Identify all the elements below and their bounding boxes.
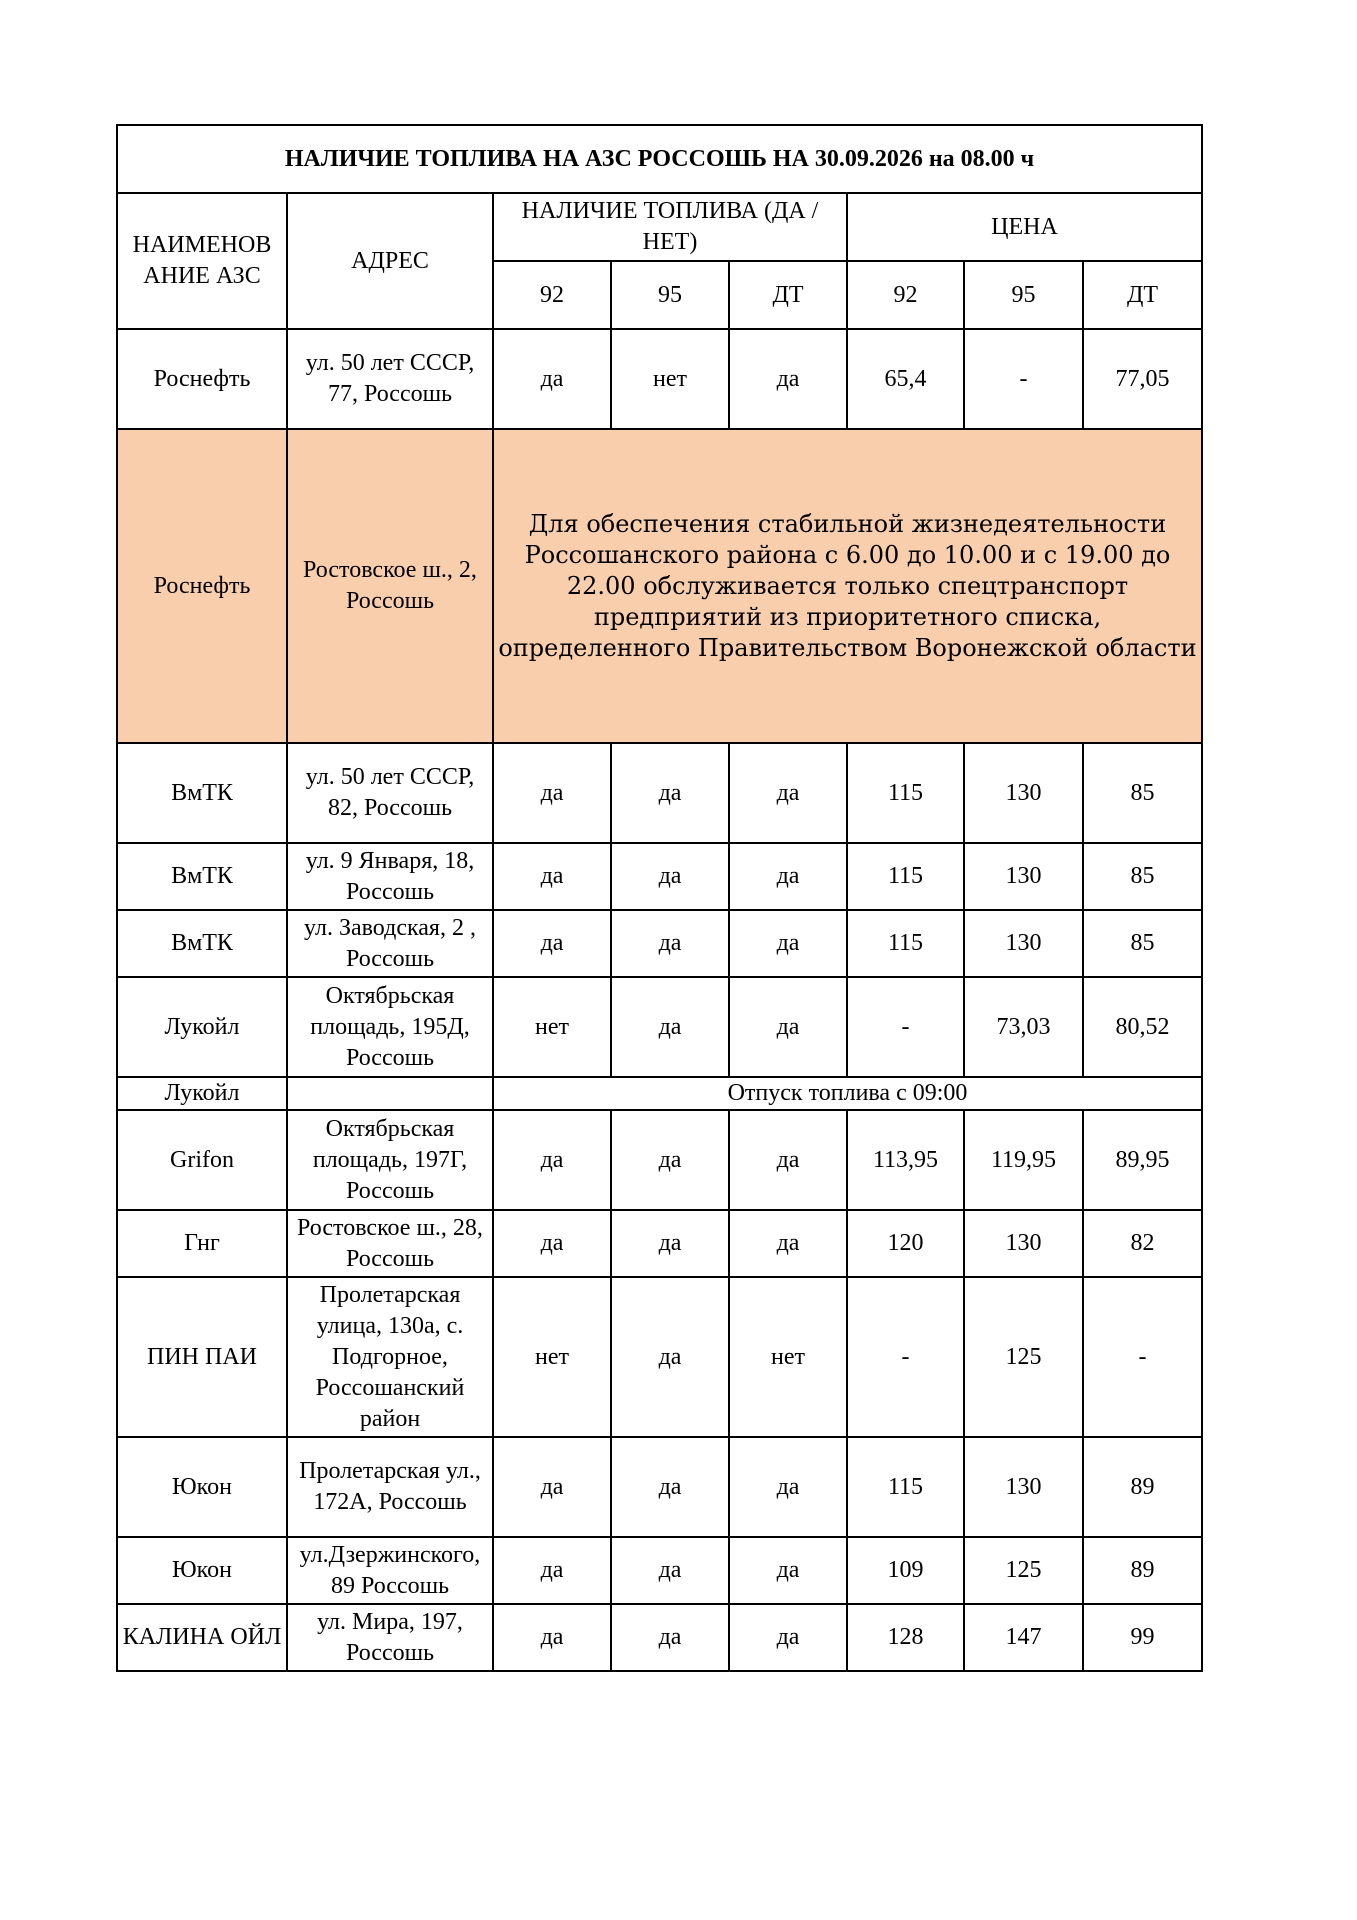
address-cell [287,1077,493,1110]
avail-95-cell: да [611,1277,729,1437]
avail-dt-cell: да [729,843,847,910]
avail-95-cell: да [611,1604,729,1671]
station-name-cell: ВмТК [117,843,287,910]
price-92-cell: 115 [847,910,964,977]
avail-95-cell: да [611,843,729,910]
price-dt-cell: 85 [1083,910,1202,977]
avail-95-cell: нет [611,329,729,429]
table-row [117,843,1202,910]
price-92-cell: 115 [847,843,964,910]
price-dt-cell: 77,05 [1083,329,1202,429]
price-92-cell: - [847,977,964,1077]
price-92-cell: 115 [847,1437,964,1537]
price-92-cell: - [847,1277,964,1437]
station-name-cell: Роснефть [117,429,287,743]
table-row [117,1437,1202,1537]
table-row [117,1210,1202,1277]
table-title: НАЛИЧИЕ ТОПЛИВА НА АЗС РОССОШЬ НА 30.09.2026 на 08.00 ч [117,125,1202,193]
avail-95-cell: да [611,1437,729,1537]
avail-92-cell: да [493,743,611,843]
station-name-cell: КАЛИНА ОЙЛ [117,1604,287,1671]
table-row [117,1604,1202,1671]
avail-dt-cell: да [729,1604,847,1671]
avail-dt-cell: да [729,743,847,843]
header-fuel-type: 95 [611,261,729,329]
table-row [117,429,1202,743]
table-row [117,743,1202,843]
price-95-cell: 130 [964,1210,1083,1277]
table-row [117,977,1202,1077]
header-fuel-type: 95 [964,261,1083,329]
price-dt-cell: 82 [1083,1210,1202,1277]
header-fuel-type: 92 [493,261,611,329]
address-cell: Пролетарская ул., 172А, Россошь [287,1437,493,1537]
header-fuel-type: ДТ [729,261,847,329]
address-cell: Пролетарская улица, 130а, с. Подгорное, Россошанский район [287,1277,493,1437]
price-95-cell: 119,95 [964,1110,1083,1210]
address-cell: Октябрьская площадь, 197Г, Россошь [287,1110,493,1210]
price-92-cell: 120 [847,1210,964,1277]
header-station-name: НАИМЕНОВ АНИЕ АЗС [117,193,287,329]
priority-notice-cell: Для обеспечения стабильной жизнедеятельности Россошанского района с 6.00 до 10.00 и с 19.00 до 22.00 обслуживается только спецтранспорт предприятий из приоритетного списка, определенного Правительством Воронежской области [493,429,1202,743]
station-name-cell: Grifon [117,1110,287,1210]
avail-95-cell: да [611,743,729,843]
price-dt-cell: 85 [1083,743,1202,843]
station-name-cell: Лукойл [117,977,287,1077]
avail-92-cell: да [493,1210,611,1277]
header-address: АДРЕС [287,193,493,329]
address-cell: ул. Мира, 197, Россошь [287,1604,493,1671]
address-cell: ул. 9 Января, 18, Россошь [287,843,493,910]
fuel-availability-table [116,124,1203,1672]
station-name-cell: ВмТК [117,910,287,977]
address-cell: Ростовское ш., 2, Россошь [287,429,493,743]
price-dt-cell: 80,52 [1083,977,1202,1077]
price-dt-cell: 85 [1083,843,1202,910]
address-cell: ул. 50 лет СССР, 82, Россошь [287,743,493,843]
avail-92-cell: нет [493,977,611,1077]
avail-95-cell: да [611,1537,729,1604]
price-95-cell: 130 [964,743,1083,843]
avail-dt-cell: да [729,977,847,1077]
avail-dt-cell: да [729,1437,847,1537]
table-row [117,1537,1202,1604]
avail-95-cell: да [611,1210,729,1277]
avail-dt-cell: да [729,1537,847,1604]
station-name-cell: Юкон [117,1437,287,1537]
station-name-cell: ВмТК [117,743,287,843]
avail-dt-cell: нет [729,1277,847,1437]
header-price: ЦЕНА [847,193,1202,261]
avail-92-cell: да [493,843,611,910]
avail-92-cell: да [493,910,611,977]
address-cell: ул. 50 лет СССР, 77, Россошь [287,329,493,429]
address-cell: Октябрьская площадь, 195Д, Россошь [287,977,493,1077]
avail-92-cell: да [493,1537,611,1604]
table-row [117,1110,1202,1210]
station-name-cell: Лукойл [117,1077,287,1110]
header-fuel-type: ДТ [1083,261,1202,329]
avail-dt-cell: да [729,1110,847,1210]
station-name-cell: Роснефть [117,329,287,429]
price-95-cell: 130 [964,910,1083,977]
price-dt-cell: 89,95 [1083,1110,1202,1210]
price-92-cell: 65,4 [847,329,964,429]
header-availability: НАЛИЧИЕ ТОПЛИВА (ДА / НЕТ) [493,193,847,261]
avail-92-cell: нет [493,1277,611,1437]
avail-92-cell: да [493,1110,611,1210]
avail-95-cell: да [611,977,729,1077]
header-fuel-type: 92 [847,261,964,329]
avail-dt-cell: да [729,910,847,977]
price-92-cell: 128 [847,1604,964,1671]
price-92-cell: 113,95 [847,1110,964,1210]
price-95-cell: 125 [964,1537,1083,1604]
price-92-cell: 115 [847,743,964,843]
price-95-cell: - [964,329,1083,429]
station-name-cell: Гнг [117,1210,287,1277]
avail-95-cell: да [611,1110,729,1210]
price-95-cell: 125 [964,1277,1083,1437]
price-dt-cell: - [1083,1277,1202,1437]
station-name-cell: ПИН ПАИ [117,1277,287,1437]
price-dt-cell: 89 [1083,1537,1202,1604]
avail-95-cell: да [611,910,729,977]
station-name-cell: Юкон [117,1537,287,1604]
price-92-cell: 109 [847,1537,964,1604]
avail-92-cell: да [493,1604,611,1671]
address-cell: Ростовское ш., 28, Россошь [287,1210,493,1277]
table-row [117,910,1202,977]
price-95-cell: 73,03 [964,977,1083,1077]
avail-dt-cell: да [729,1210,847,1277]
service-note-cell: Отпуск топлива с 09:00 [493,1077,1202,1110]
address-cell: ул.Дзержинского, 89 Россошь [287,1537,493,1604]
price-dt-cell: 89 [1083,1437,1202,1537]
avail-92-cell: да [493,1437,611,1537]
address-cell: ул. Заводская, 2 , Россошь [287,910,493,977]
price-95-cell: 130 [964,1437,1083,1537]
price-dt-cell: 99 [1083,1604,1202,1671]
table-row [117,1277,1202,1437]
table-row [117,329,1202,429]
price-95-cell: 147 [964,1604,1083,1671]
table-row [117,1077,1202,1110]
price-95-cell: 130 [964,843,1083,910]
avail-dt-cell: да [729,329,847,429]
avail-92-cell: да [493,329,611,429]
